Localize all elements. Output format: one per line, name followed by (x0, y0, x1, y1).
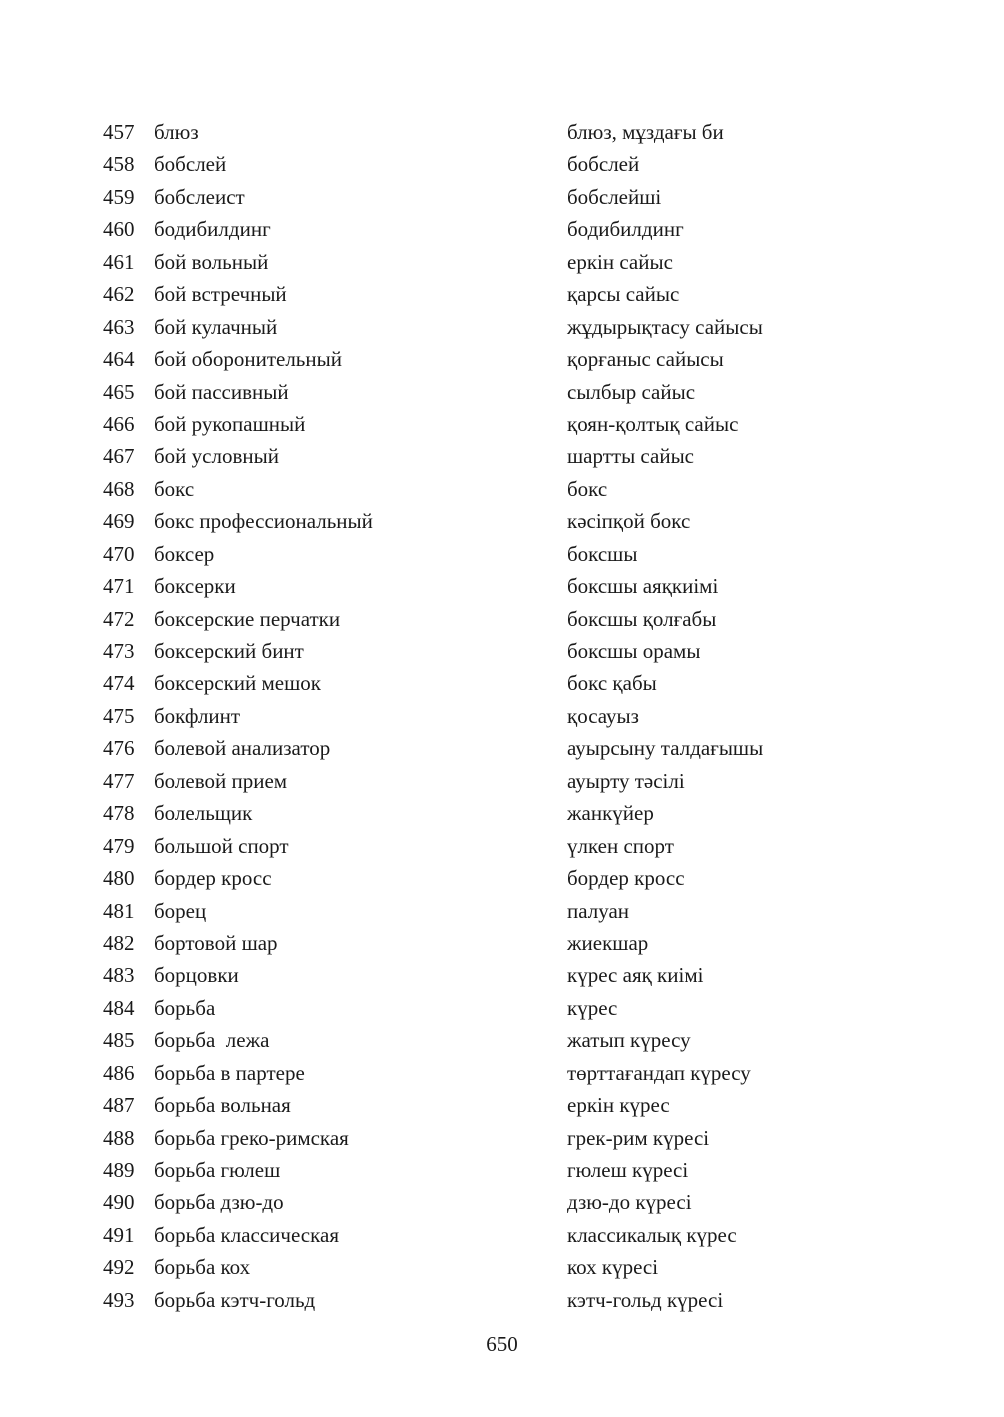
kazakh-term: жұдырықтасу сайысы (567, 314, 763, 339)
glossary-row (0, 148, 1004, 180)
kazakh-term: блюз, мұздағы би (567, 120, 724, 144)
russian-term: борьба в партере (154, 1060, 305, 1085)
entry-number: 475 (103, 703, 135, 728)
entry-number: 493 (103, 1287, 135, 1312)
glossary-row (0, 278, 1004, 310)
entry-number: 458 (103, 152, 135, 177)
kazakh-term: шартты сайыс (567, 444, 694, 469)
glossary-row (0, 635, 1004, 667)
glossary-row (0, 213, 1004, 245)
glossary-row (0, 570, 1004, 602)
glossary-row (0, 181, 1004, 213)
entry-number: 471 (103, 574, 135, 599)
russian-term: борцовки (154, 963, 239, 988)
kazakh-term: кэтч-гольд күресі (567, 1287, 724, 1312)
entry-number: 485 (103, 1028, 135, 1053)
glossary-row (0, 408, 1004, 440)
russian-term: болевой анализатор (154, 736, 331, 761)
entry-number: 460 (103, 217, 135, 242)
russian-term: борьба кэтч-гольд (154, 1287, 316, 1312)
russian-term: бобслеист (154, 184, 245, 209)
kazakh-term: кох күресі (567, 1255, 659, 1280)
kazakh-term: бобслей (567, 152, 640, 177)
kazakh-term: қарсы сайыс (567, 282, 680, 307)
glossary-row (0, 1122, 1004, 1154)
russian-term: бой кулачный (154, 314, 278, 339)
russian-term: боксер (154, 541, 215, 566)
entry-number: 487 (103, 1093, 135, 1118)
russian-term: борьба греко-римская (154, 1125, 349, 1150)
entry-number: 459 (103, 184, 135, 209)
entry-number: 469 (103, 509, 135, 534)
kazakh-term: күрес аяқ киімі (567, 963, 704, 988)
russian-term: бодибилдинг (154, 217, 271, 242)
entry-number: 477 (103, 768, 135, 793)
glossary-row (0, 473, 1004, 505)
entry-number: 467 (103, 444, 135, 469)
russian-term: бокс (154, 476, 195, 501)
kazakh-term: күрес (567, 995, 618, 1020)
kazakh-term: боксшы орамы (567, 639, 701, 663)
kazakh-term: палуан (567, 898, 630, 923)
glossary-row (0, 1154, 1004, 1186)
glossary-row (0, 862, 1004, 894)
russian-term: борьба (154, 995, 216, 1020)
glossary-row (0, 765, 1004, 797)
entry-number: 466 (103, 411, 135, 436)
entry-number: 457 (103, 120, 135, 144)
glossary-row (0, 700, 1004, 732)
glossary-row (0, 1219, 1004, 1251)
glossary-row (0, 732, 1004, 764)
glossary-row (0, 959, 1004, 991)
entry-number: 470 (103, 541, 135, 566)
russian-term: бой вольный (154, 249, 269, 274)
kazakh-term: боксшы (567, 541, 638, 566)
russian-term: бой условный (154, 444, 279, 469)
glossary-row (0, 246, 1004, 278)
kazakh-term: қорғаныс сайысы (567, 347, 724, 372)
russian-term: борьба кох (154, 1255, 251, 1280)
entry-number: 489 (103, 1158, 135, 1182)
russian-term: боксерки (154, 574, 236, 599)
entry-number: 483 (103, 963, 135, 988)
russian-term: бобслей (154, 152, 227, 177)
russian-term: бортовой шар (154, 930, 278, 955)
russian-term: борец (154, 898, 207, 923)
russian-term: болельщик (154, 801, 253, 826)
entry-number: 486 (103, 1060, 135, 1085)
kazakh-term: үлкен спорт (567, 833, 674, 858)
entry-number: 463 (103, 314, 135, 339)
russian-term: бой рукопашный (154, 411, 306, 436)
glossary-list (0, 116, 1004, 1316)
entry-number: 488 (103, 1125, 135, 1150)
russian-term: болевой прием (154, 768, 288, 793)
glossary-row (0, 1251, 1004, 1283)
russian-term: блюз (154, 120, 199, 144)
russian-term: борьба лежа (154, 1028, 270, 1053)
russian-term: боксерский бинт (154, 639, 304, 663)
entry-number: 478 (103, 801, 135, 826)
glossary-row (0, 1024, 1004, 1056)
entry-number: 490 (103, 1190, 135, 1215)
glossary-row (0, 927, 1004, 959)
entry-number: 473 (103, 639, 135, 663)
entry-number: 462 (103, 282, 135, 307)
glossary-row (0, 505, 1004, 537)
russian-term: боксерские перчатки (154, 606, 341, 631)
kazakh-term: грек-рим күресі (567, 1125, 710, 1150)
russian-term: бой оборонительный (154, 347, 342, 372)
glossary-row (0, 797, 1004, 829)
entry-number: 474 (103, 671, 135, 696)
kazakh-term: төрттағандап күресу (567, 1060, 751, 1085)
entry-number: 484 (103, 995, 135, 1020)
russian-term: бой пассивный (154, 379, 289, 404)
kazakh-term: ауырсыну талдағышы (567, 736, 764, 761)
glossary-row (0, 667, 1004, 699)
glossary-row (0, 440, 1004, 472)
glossary-row (0, 376, 1004, 408)
russian-term: большой спорт (154, 833, 289, 858)
entry-number: 480 (103, 866, 135, 891)
glossary-row (0, 1057, 1004, 1089)
russian-term: борьба классическая (154, 1222, 339, 1247)
entry-number: 481 (103, 898, 135, 923)
entry-number: 461 (103, 249, 135, 274)
kazakh-term: боксшы аяқкиімі (567, 574, 719, 599)
glossary-row (0, 830, 1004, 862)
glossary-row (0, 538, 1004, 570)
kazakh-term: кәсіпқой бокс (567, 509, 691, 534)
kazakh-term: бобслейші (567, 184, 662, 209)
kazakh-term: сылбыр сайыс (567, 379, 696, 404)
kazakh-term: қоян-қолтық сайыс (567, 411, 739, 436)
glossary-row (0, 116, 1004, 148)
kazakh-term: дзю-до күресі (567, 1190, 692, 1215)
russian-term: борьба гюлеш (154, 1158, 281, 1182)
entry-number: 492 (103, 1255, 135, 1280)
entry-number: 479 (103, 833, 135, 858)
entry-number: 464 (103, 347, 135, 372)
glossary-row (0, 895, 1004, 927)
russian-term: борьба вольная (154, 1093, 291, 1118)
kazakh-term: боксшы қолғабы (567, 606, 717, 631)
entry-number: 482 (103, 930, 135, 955)
russian-term: борьба дзю-до (154, 1190, 284, 1215)
entry-number: 472 (103, 606, 135, 631)
kazakh-term: еркін күрес (567, 1093, 670, 1118)
kazakh-term: жанкүйер (567, 801, 654, 826)
page-number: 650 (486, 1332, 518, 1356)
russian-term: бордер кросс (154, 866, 272, 891)
glossary-row (0, 1284, 1004, 1316)
russian-term: бокфлинт (154, 703, 241, 728)
entry-number: 491 (103, 1222, 135, 1247)
glossary-row (0, 1186, 1004, 1218)
glossary-row (0, 992, 1004, 1024)
kazakh-term: жатып күресу (567, 1028, 691, 1053)
russian-term: бой встречный (154, 282, 287, 307)
kazakh-term: бордер кросс (567, 866, 685, 891)
kazakh-term: қосауыз (567, 703, 639, 728)
kazakh-term: бокс (567, 476, 608, 501)
kazakh-term: гюлеш күресі (567, 1158, 689, 1182)
kazakh-term: еркін сайыс (567, 249, 673, 274)
kazakh-term: ауырту тәсілі (567, 768, 685, 793)
kazakh-term: бодибилдинг (567, 217, 684, 242)
entry-number: 476 (103, 736, 135, 761)
entry-number: 468 (103, 476, 135, 501)
kazakh-term: классикалық күрес (567, 1222, 737, 1247)
entry-number: 465 (103, 379, 135, 404)
glossary-row (0, 311, 1004, 343)
russian-term: боксерский мешок (154, 671, 321, 696)
glossary-row (0, 343, 1004, 375)
glossary-row (0, 603, 1004, 635)
kazakh-term: жиекшар (567, 930, 649, 955)
glossary-row (0, 1089, 1004, 1121)
russian-term: бокс профессиональный (154, 509, 373, 534)
kazakh-term: бокс қабы (567, 671, 657, 696)
